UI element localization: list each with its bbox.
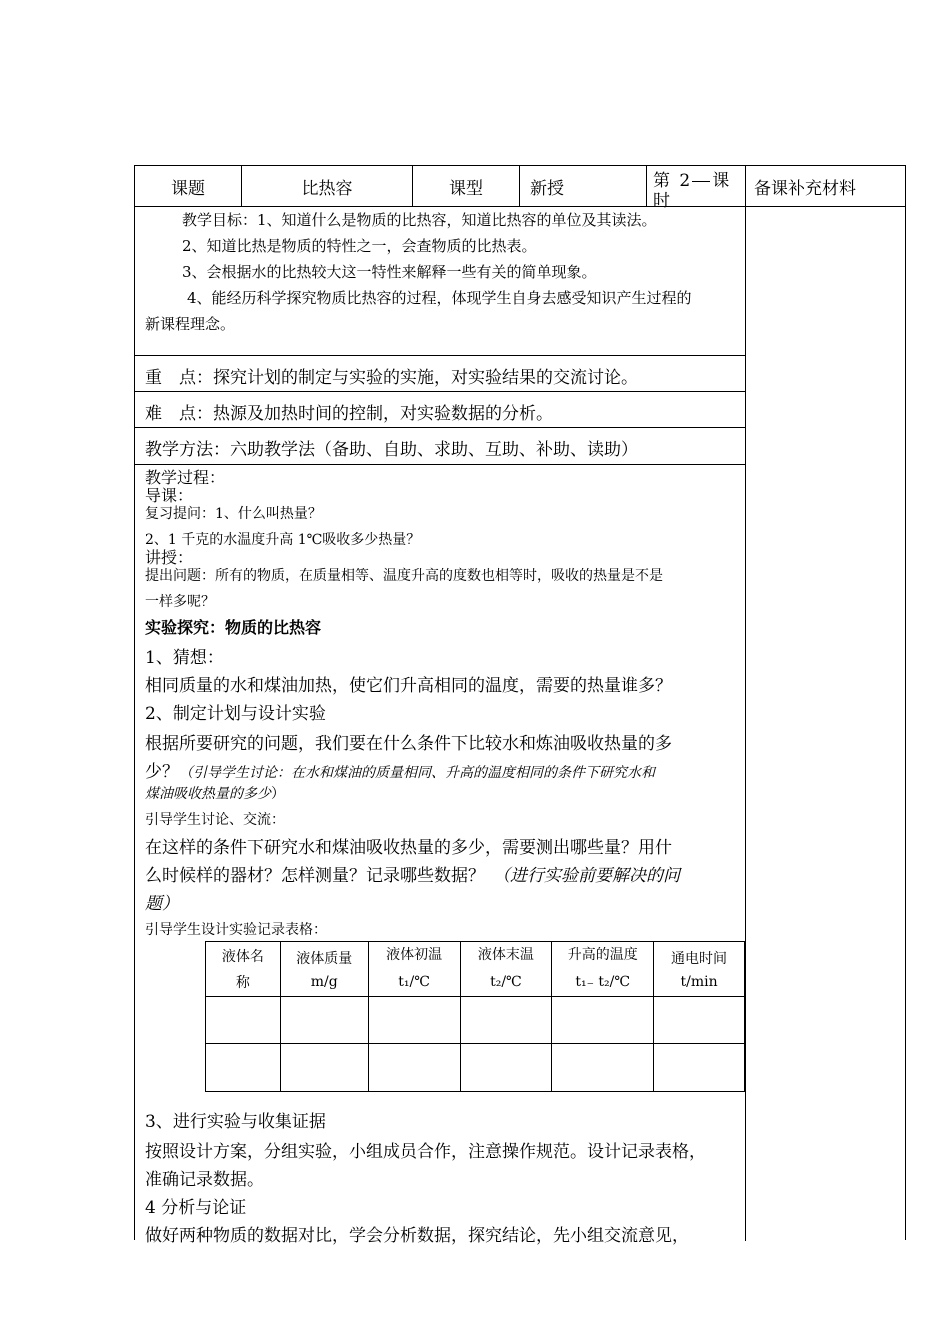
key-points-section (135, 356, 745, 392)
measure-line-2a: 么时候样的器材？怎样测量？记录哪些数据？ (145, 866, 485, 886)
goals-section (135, 207, 745, 356)
supplement-column (746, 207, 906, 1241)
guess-title: 1、猜想： (145, 648, 224, 668)
period-prefix: 第 (653, 171, 670, 191)
step3-text-2: 准确记录数据。 (145, 1170, 264, 1190)
table-cell (280, 1044, 368, 1092)
plan-text-2a: 少？ (145, 762, 179, 782)
plan-title: 2、制定计划与设计实验 (145, 704, 326, 724)
table-cell (280, 997, 368, 1044)
topic-value: 比热容 (301, 178, 353, 199)
goal-line-5: 新课程理念。 (145, 315, 236, 333)
table-cell (654, 997, 745, 1044)
header-cell: 升高的温度 t₁₋ t₂/℃ (552, 942, 654, 997)
measure-line-3: 题） (145, 894, 179, 914)
step4-text-1: 做好两种物质的数据对比，学会分析数据，探究结论，先小组交流意见， (145, 1226, 689, 1246)
header-cell: 液体末温 t₂/℃ (460, 942, 552, 997)
side-title: 备课补充材料 (754, 178, 856, 199)
type-value: 新授 (530, 178, 564, 199)
key-points: 重 点：探究计划的制定与实验的实施，对实验结果的交流讨论。 (145, 368, 638, 388)
header-cell: 液体质量 m/g (280, 942, 368, 997)
table-cell (206, 997, 281, 1044)
table-cell (206, 1044, 281, 1092)
step4-title: 4 分析与论证 (145, 1198, 247, 1218)
intro-label: 导课： (145, 486, 194, 505)
plan-text-3a: 煤油吸收热量的多少 (145, 786, 271, 802)
plan-text-2b: （引导学生讨论：在水和煤油的质量相同、升高的温度相同的条件下研究水和 (179, 765, 655, 781)
main-column (135, 207, 746, 1246)
table-cell (552, 1044, 654, 1092)
review-question-2: 2、1 千克的水温度升高 1℃吸收多少热量？ (145, 532, 421, 548)
measure-line-2 (145, 861, 680, 886)
header-cell: 液体初温 t₁/℃ (368, 942, 460, 997)
question-line-1: 提出问题：所有的物质，在质量相等、温度升高的度数也相等时，吸收的热量是不是 (145, 568, 663, 584)
question-line-2: 一样多呢？ (145, 594, 215, 610)
step3-text-1: 按照设计方案，分组实验，小组成员合作，注意操作规范。设计记录表格， (145, 1142, 706, 1162)
teaching-method: 教学方法：六助教学法（备助、自助、求助、互助、补助、读助） (145, 440, 638, 460)
plan-text-3 (145, 783, 285, 803)
measure-line-2b: （进行实验前要解决的问 (493, 866, 680, 886)
plan-text-1: 根据所要研究的问题，我们要在什么条件下比较水和炼油吸收热量的多 (145, 734, 672, 754)
header-cell: 液体名 称 (206, 942, 281, 997)
difficult-points-section (135, 392, 745, 428)
record-table-header (206, 942, 745, 997)
topic-label-cell (135, 166, 242, 207)
side-title-cell (746, 166, 906, 207)
type-label: 课型 (449, 178, 483, 199)
header-cell: 通电时间 t/min (654, 942, 745, 997)
goal-line-1: 教学目标：1、知道什么是物质的比热容，知道比热容的单位及其读法。 (182, 211, 657, 229)
explore-title: 实验探究：物质的比热容 (145, 618, 322, 637)
table-row (206, 1044, 745, 1092)
step3-title: 3、进行实验与收集证据 (145, 1112, 326, 1132)
discuss-label: 引导学生讨论、交流： (145, 812, 285, 828)
goal-line-3: 3、会根据水的比热较大这一特性来解释一些有关的简单现象。 (182, 263, 597, 281)
goal-line-2: 2、知道比热是物质的特性之一，会查物质的比热表。 (182, 237, 537, 255)
process-title: 教学过程： (145, 468, 226, 487)
period-cell (647, 166, 746, 211)
table-cell (460, 1044, 552, 1092)
difficult-points: 难 点：热源及加热时间的控制，对实验数据的分析。 (145, 404, 553, 424)
plan-text-2 (145, 757, 655, 782)
guess-text: 相同质量的水和煤油加热，使它们升高相同的温度，需要的热量谁多？ (145, 676, 672, 696)
review-question-1: 复习提问：1、什么叫热量？ (145, 506, 322, 522)
table-cell (654, 1044, 745, 1092)
table-cell (552, 997, 654, 1044)
table-cell (368, 1044, 460, 1092)
lesson-plan-table (134, 165, 906, 1246)
period-suffix: 课 (712, 171, 730, 191)
period-suffix2: 时 (653, 191, 670, 211)
measure-line-1: 在这样的条件下研究水和煤油吸收热量的多少，需要测出哪些量？用什 (145, 838, 672, 858)
lecture-label: 讲授： (145, 548, 194, 567)
table-cell (368, 997, 460, 1044)
table-intro: 引导学生设计实验记录表格： (145, 922, 327, 938)
topic-label: 课题 (171, 178, 205, 199)
record-table (205, 941, 745, 1092)
table-row (206, 997, 745, 1044)
goal-line-4: 4、能经历科学探究物质比热容的过程，体现学生自身去感受知识产生过程的 (187, 289, 692, 307)
type-label-cell (413, 166, 520, 207)
topic-value-cell (242, 166, 413, 207)
table-cell (460, 997, 552, 1044)
method-section (135, 428, 745, 465)
process-section (135, 465, 745, 1246)
plan-text-3b: ） (271, 786, 285, 802)
period-value: 2 (679, 171, 691, 191)
type-value-cell (520, 166, 647, 207)
